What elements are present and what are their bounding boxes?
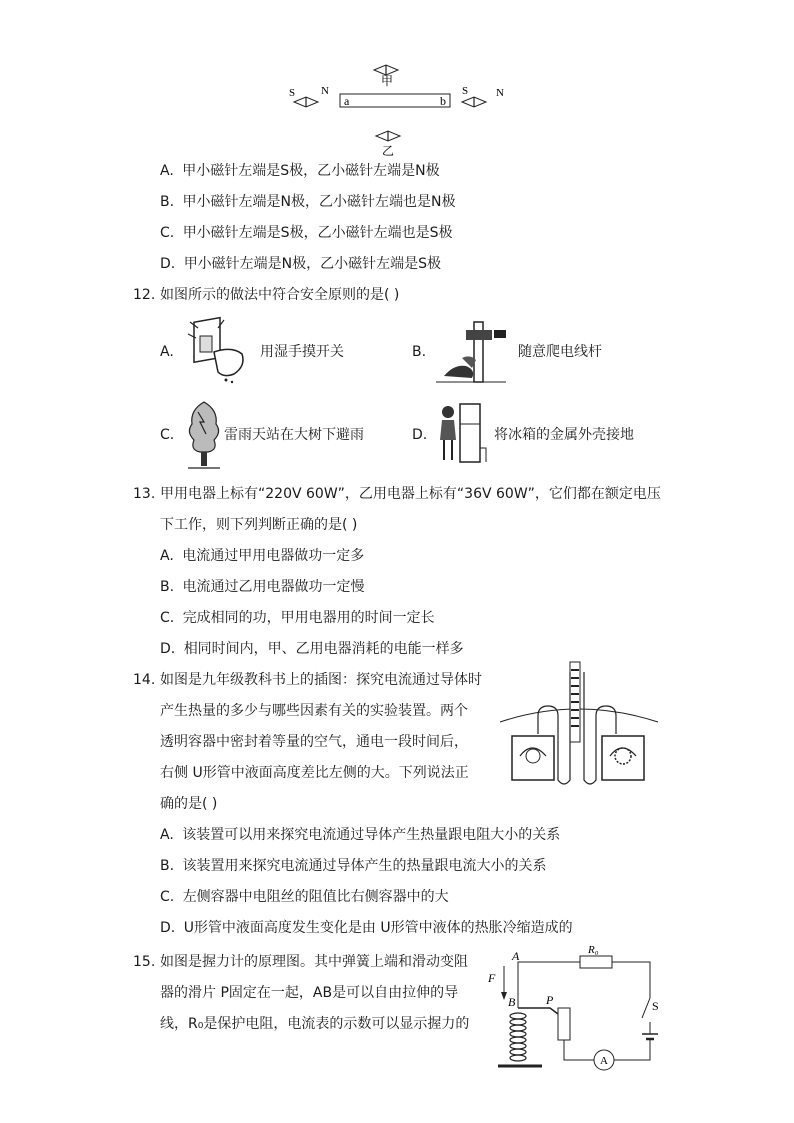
ammeter-label: A	[600, 1055, 608, 1067]
right-needle-s: S	[462, 85, 469, 97]
q12-option-d[interactable]: D.	[412, 427, 428, 443]
wet-hand-switch-illustration	[184, 314, 254, 384]
q11-option-b[interactable]: B. 甲小磁针左端是N极，乙小磁针左端也是N极	[160, 194, 456, 210]
q12-caption-c: 雷雨天站在大树下避雨	[224, 427, 364, 443]
q12-caption-d: 将冰箱的金属外壳接地	[494, 427, 634, 443]
q14-stem-line4: 右侧 U形管中液面高度差比左侧的大。下列说法正	[160, 765, 469, 781]
right-needle-n: N	[496, 87, 504, 99]
q12-number: 12.	[133, 287, 156, 303]
tree-lightning-illustration	[184, 398, 224, 472]
label-yi: 乙	[381, 144, 395, 158]
q12-stem: 如图所示的做法中符合安全原则的是( )	[160, 287, 400, 303]
bar-end-a: a	[344, 94, 350, 108]
bar-magnet	[340, 94, 450, 107]
q13-option-b[interactable]: B. 电流通过乙用电器做功一定慢	[160, 579, 365, 595]
q13-option-a[interactable]: A. 电流通过甲用电器做功一定多	[160, 548, 365, 564]
label-F: F	[488, 971, 496, 985]
label-jia: 甲	[380, 74, 394, 88]
left-needle-n: N	[321, 85, 329, 97]
q15-stem-line3: 线，R₀是保护电阻，电流表的示数可以显示握力的	[160, 1016, 470, 1032]
label-P: P	[546, 993, 554, 1007]
q14-stem-line2: 产生热量的多少与哪些因素有关的实验装置。两个	[160, 703, 468, 719]
q14-option-a[interactable]: A. 该装置可以用来探究电流通过导体产生热量跟电阻大小的关系	[160, 827, 561, 843]
q11-option-d[interactable]: D. 甲小磁针左端是N极，乙小磁针左端是S极	[160, 256, 442, 272]
climb-pole-illustration	[436, 318, 512, 384]
q14-stem-line3: 透明容器中密封着等量的空气，通电一段时间后，	[160, 734, 468, 750]
q14-number: 14.	[133, 672, 156, 688]
q13-stem-line2: 下工作，则下列判断正确的是( )	[160, 517, 358, 533]
needle-right	[462, 97, 486, 107]
q14-option-b[interactable]: B. 该装置用来探究电流通过导体产生的热量跟电流大小的关系	[160, 858, 547, 874]
q15-number: 15.	[133, 954, 156, 970]
q15-stem-line2: 器的滑片 P固定在一起，AB是可以自由拉伸的导	[160, 985, 459, 1001]
left-needle-s: S	[289, 87, 296, 99]
magnet-figure	[280, 58, 520, 158]
q11-option-c[interactable]: C. 甲小磁针左端是S极，乙小磁针左端也是S极	[160, 225, 453, 241]
q12-caption-a: 用湿手摸开关	[260, 344, 344, 360]
label-S: S	[652, 999, 659, 1013]
q14-stem-line5: 确的是( )	[160, 796, 218, 812]
q12-option-a[interactable]: A.	[160, 344, 174, 360]
q12-caption-b: 随意爬电线杆	[518, 344, 602, 360]
bar-end-b: b	[440, 94, 446, 108]
q14-stem-line1: 如图是九年级教科书上的插图：探究电流通过导体时	[160, 672, 482, 688]
q12-option-b[interactable]: B.	[412, 344, 427, 360]
q14-option-d[interactable]: D. U形管中液面高度发生变化是由 U形管中液体的热胀冷缩造成的	[160, 920, 573, 936]
label-B: B	[508, 995, 516, 1009]
q13-option-d[interactable]: D. 相同时间内，甲、乙用电器消耗的电能一样多	[160, 641, 464, 657]
needle-yi	[376, 131, 400, 141]
q14-option-c[interactable]: C. 左侧容器中电阻丝的阻值比右侧容器中的大	[160, 889, 449, 905]
label-A: A	[512, 949, 520, 963]
joule-heating-apparatus	[498, 660, 660, 790]
q13-stem-line1: 甲用电器上标有“220V 60W”，乙用电器上标有“36V 60W”，它们都在额定电压	[160, 486, 661, 502]
q13-number: 13.	[133, 486, 156, 502]
fridge-grounding-illustration	[436, 400, 490, 466]
q11-option-a[interactable]: A. 甲小磁针左端是S极，乙小磁针左端是N极	[160, 163, 440, 179]
label-R0: R₀	[588, 944, 599, 956]
q12-option-c[interactable]: C.	[160, 427, 175, 443]
q15-stem-line1: 如图是握力计的原理图。其中弹簧上端和滑动变阻	[160, 954, 468, 970]
needle-left	[294, 97, 318, 107]
q13-option-c[interactable]: C. 完成相同的功，甲用电器用的时间一定长	[160, 610, 435, 626]
grip-meter-circuit	[484, 944, 664, 1074]
